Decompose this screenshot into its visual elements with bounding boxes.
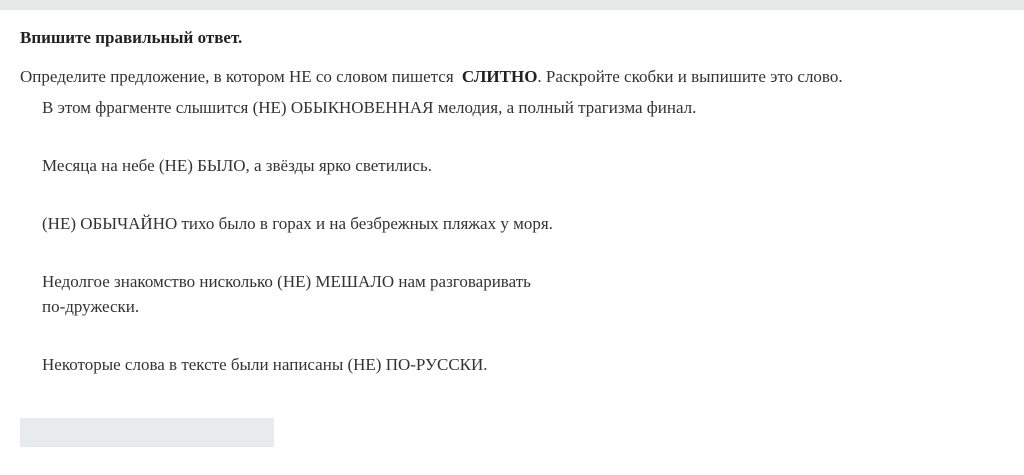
question-emphasis: СЛИТНО xyxy=(461,67,538,86)
top-bar xyxy=(0,0,1024,10)
question-text-after: . Раскройте скобки и выпишите это слово. xyxy=(537,67,843,86)
sentence-line: Месяца на небе (НЕ) БЫЛО, а звёзды ярко светились. xyxy=(42,156,432,175)
sentence-option-2 xyxy=(42,153,432,178)
question-text-before: Определите предложение, в котором НЕ со словом пишется xyxy=(20,67,454,86)
instruction-heading: Впишите правильный ответ. xyxy=(20,28,243,47)
answer-input[interactable] xyxy=(20,418,274,447)
sentence-option-3 xyxy=(42,211,553,236)
sentence-line: по-дружески. xyxy=(42,297,140,316)
sentence-line: Некоторые слова в тексте были написаны (НЕ) ПО-РУССКИ. xyxy=(42,355,488,374)
question-text xyxy=(20,67,843,87)
sentence-option-1 xyxy=(42,95,696,120)
sentence-option-5 xyxy=(42,352,488,377)
sentence-line: В этом фрагменте слышится (НЕ) ОБЫКНОВЕННАЯ мелодия, а полный трагизма финал. xyxy=(42,98,697,117)
sentence-line: Недолгое знакомство нисколько (НЕ) МЕШАЛО нам разговаривать xyxy=(42,272,531,291)
sentence-option-4 xyxy=(42,269,531,319)
sentence-line: (НЕ) ОБЫЧАЙНО тихо было в горах и на безбрежных пляжах у моря. xyxy=(42,214,553,233)
